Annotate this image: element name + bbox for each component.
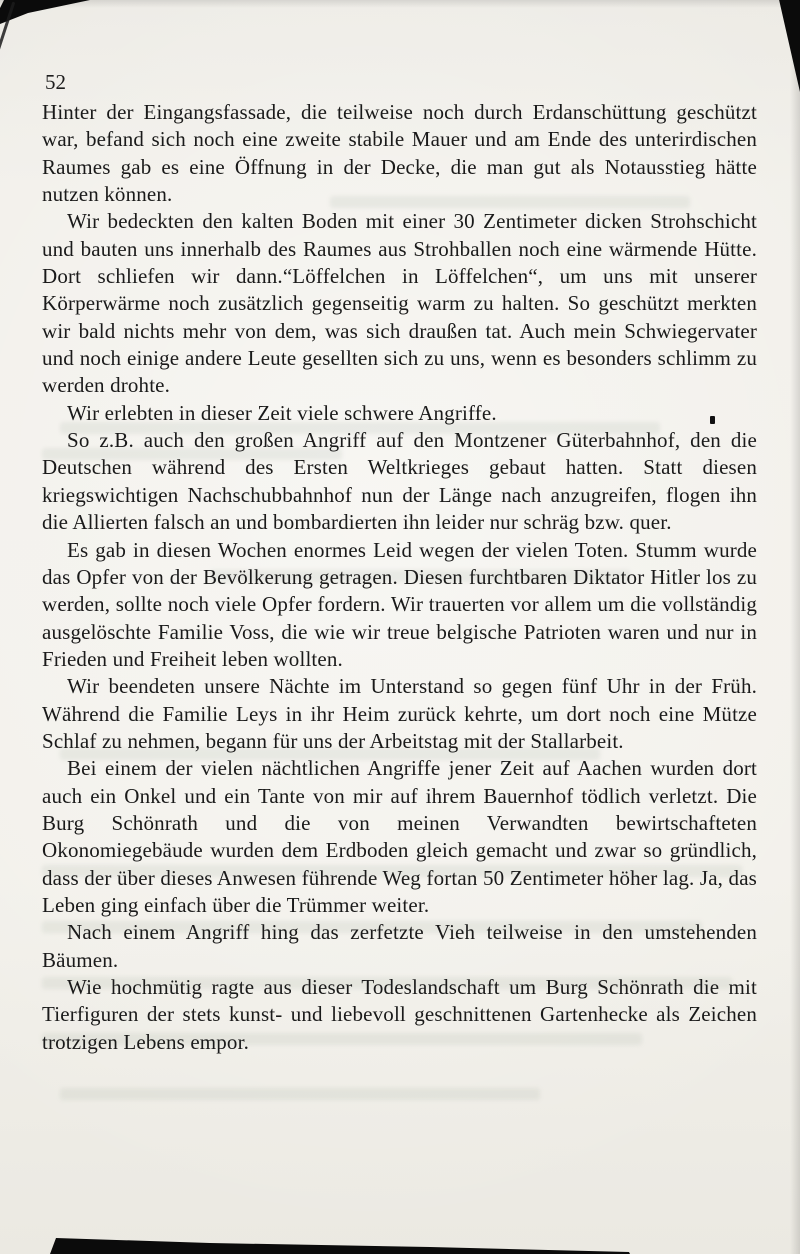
page-number: 52 — [45, 70, 66, 94]
scan-artifact-bottom-edge — [50, 1232, 630, 1254]
paragraph: Bei einem der vielen nächtlichen Angriffe jener Zeit auf Aachen wurden dort auch ein Onkel und ein Tante von mir auf ihrem Bauernhof tödlich verletzt. Die Burg Schönrath und die von meinen Verwandten bewirtschafteten Okonomiegebäude wurden dem Erdboden gleich gemacht und zwar so gründlich, dass der über dieses Anwesen führende Weg fortan 50 Zentimeter höher lag. Ja, das Leben ging einfach über die Trümmer weiter. — [42, 756, 757, 917]
paragraph: Wie hochmütig ragte aus dieser Todeslandschaft um Burg Schönrath die mit Tierfiguren der stets kunst- und liebevoll geschnittenen Gartenhecke als Zeichen trotzigen Lebens empor. — [42, 975, 757, 1054]
paragraph: So z.B. auch den großen Angriff auf den Montzener Güterbahnhof, den die Deutschen während des Ersten Weltkrieges gebaut hatten. Statt diesen kriegswichtigen Nachschubbahnhof nun der Länge nach anzugreifen, flogen ihn die Allierten falsch an und bombardierten ihn leider nur schräg bzw. quer. — [42, 428, 757, 535]
page-text — [42, 99, 757, 1056]
scan-edge-shadow-right — [790, 0, 800, 1254]
paragraph: Nach einem Angriff hing das zerfetzte Vieh teilweise in den umstehenden Bäumen. — [42, 920, 757, 972]
paragraph: Wir erlebten in dieser Zeit viele schwere Angriffe. — [67, 400, 497, 425]
paragraph: Wir bedeckten den kalten Boden mit einer 30 Zentimeter dicken Strohschicht und bauten uns innerhalb des Raumes aus Strohballen noch eine wärmende Hütte. Dort schliefen wir dann.“Löffelchen in Löffelchen“, um uns mit unserer Körperwärme noch zusätzlich gegenseitig warm zu halten. So geschützt merkten wir bald nichts mehr von dem, was sich draußen tat. Auch mein Schwiegervater und noch einige andere Leute gesellten sich zu uns, wenn es besonders schlimm zu werden drohte. — [42, 209, 757, 398]
bleed-through-line — [60, 1088, 540, 1100]
scan-edge-shadow-top — [0, 0, 800, 8]
paragraph: Hinter der Eingangsfassade, die teilweise noch durch Erdanschüttung geschützt war, befand sich noch eine zweite stabile Mauer und am Ende des unterirdischen Raumes gab es eine Öffnung in der Decke, die man gut als Notausstieg hätte nutzen können. — [42, 100, 757, 207]
paragraph: Wir beendeten unsere Nächte im Unterstand so gegen fünf Uhr in der Früh. Während die Familie Leys in ihr Heim zurück kehrte, um dort noch eine Mütze Schlaf zu nehmen, begann für uns der Arbeitstag mit der Stallarbeit. — [42, 674, 757, 753]
paragraph: Es gab in diesen Wochen enormes Leid wegen der vielen Toten. Stumm wurde das Opfer von der Bevölkerung getragen. Diesen furchtbaren Diktator Hitler los zu werden, sollte noch viele Opfer fordern. Wir trauerten vor allem um die vollständig ausgelöschte Familie Voss, die wie wir treue belgische Patrioten waren und nur in Frieden und Freiheit leben wollten. — [42, 537, 757, 671]
